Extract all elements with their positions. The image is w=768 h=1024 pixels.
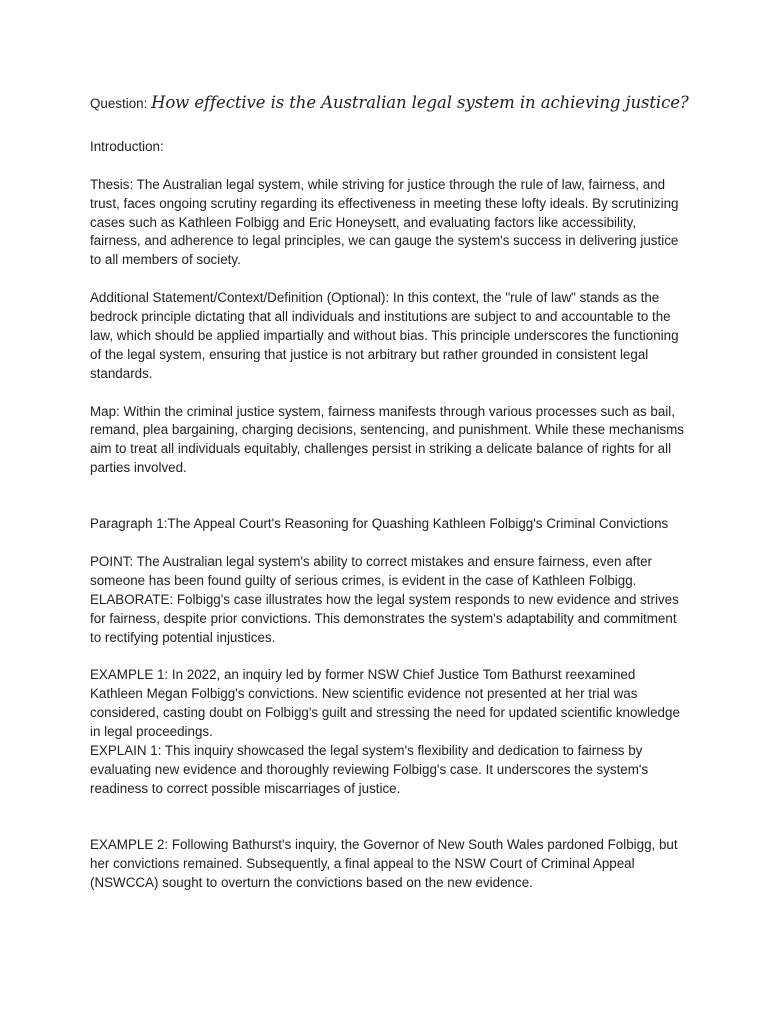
example-2-paragraph: EXAMPLE 2: Following Bathurst's inquiry, the Governor of New South Wales pardoned Folbigg, but her convictions remained. Subsequently, a final appeal to the NSW Court of Criminal Appeal (NSWCCA) sought to overturn the convictions based on the new evidence.	[90, 836, 678, 890]
map-paragraph: Map: Within the criminal justice system, fairness manifests through various processes such as bail, remand, plea bargaining, charging decisions, sentencing, and punishment. While these mechanisms aim to treat all individuals equitably, challenges persist in striking a delicate balance of rights for all parties involved.	[90, 403, 684, 476]
point-paragraph: POINT: The Australian legal system's ability to correct mistakes and ensure fairness, even after someone has been found guilty of serious crimes, is evident in the case of Kathleen Folbigg.	[90, 553, 652, 588]
document-body	[90, 94, 690, 892]
question-label: Question:	[90, 96, 148, 111]
example-1-paragraph: EXAMPLE 1: In 2022, an inquiry led by former NSW Chief Justice Tom Bathurst reexamined Kathleen Megan Folbigg's convictions. New scientific evidence not presented at her trial was considered, casting doubt on Folbigg's guilt and stressing the need for updated scientific knowledge in legal proceedings.	[90, 667, 680, 740]
explain-1-paragraph: EXPLAIN 1: This inquiry showcased the legal system's flexibility and dedication to fairness by evaluating new evidence and thoroughly reviewing Folbigg's case. It underscores the system's readiness to correct possible miscarriages of justice.	[90, 743, 649, 796]
question-line	[90, 94, 690, 114]
introduction-heading: Introduction:	[90, 138, 164, 154]
additional-statement-paragraph: Additional Statement/Context/Definition (Optional): In this context, the "rule of law" stands as the bedrock principle dictating that all individuals and institutions are subject to and accountable to the law, which should be applied impartially and without bias. This principle underscores the functioning of the legal system, ensuring that justice is not arbitrary but rather grounded in consistent legal standards.	[90, 290, 679, 381]
paragraph-1-heading: Paragraph 1:The Appeal Court's Reasoning for Quashing Kathleen Folbigg's Criminal Convictions	[90, 516, 669, 532]
question-text: How effective is the Australian legal system in achieving justice?	[151, 93, 689, 112]
elaborate-paragraph: ELABORATE: Folbigg's case illustrates how the legal system responds to new evidence and strives for fairness, despite prior convictions. This demonstrates the system's adaptability and commitment to rectifying potential injustices.	[90, 591, 679, 645]
thesis-paragraph: Thesis: The Australian legal system, while striving for justice through the rule of law, fairness, and trust, faces ongoing scrutiny regarding its effectiveness in meeting these lofty ideals. By scrutinizing cases such as Kathleen Folbigg and Eric Honeysett, and evaluating factors like accessibility, fairness, and adherence to legal principles, we can gauge the system's success in delivering justice to all members of society.	[90, 176, 679, 268]
